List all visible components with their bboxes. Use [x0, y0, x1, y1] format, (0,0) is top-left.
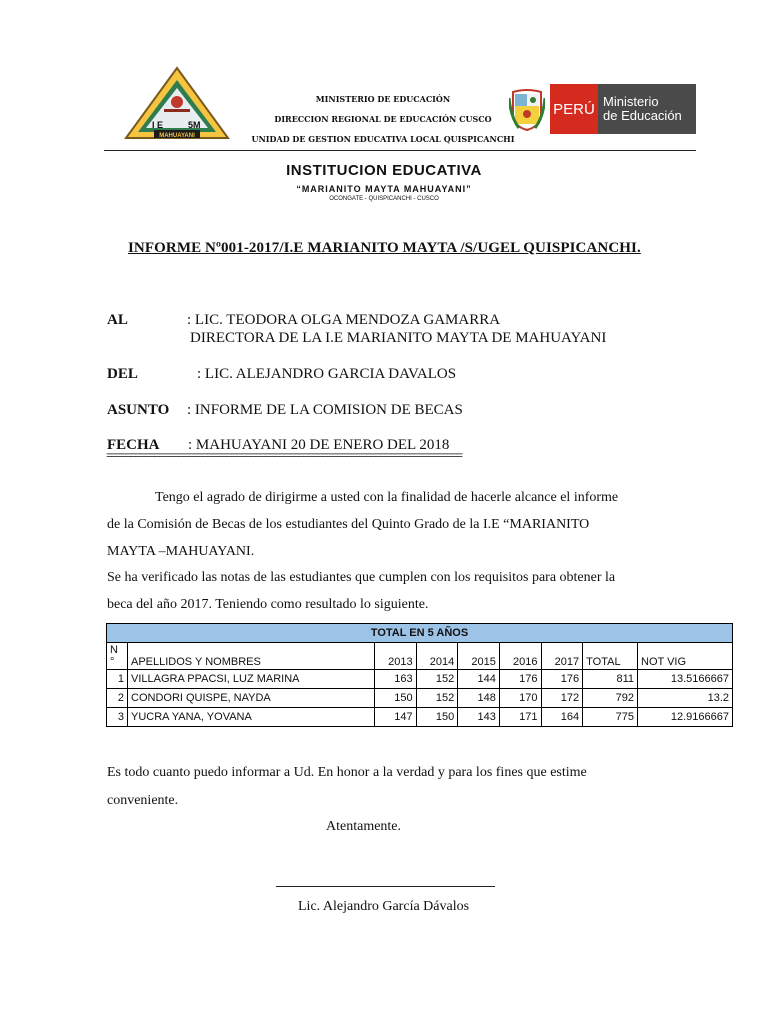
row-2016: 171	[499, 708, 541, 727]
ministry-line: MINISTERIO DE EDUCACIÓN	[315, 94, 451, 104]
del-label: DEL	[107, 366, 138, 382]
header-total: TOTAL	[583, 643, 638, 670]
header-2015: 2015	[458, 643, 500, 670]
body-line-5: beca del año 2017. Teniendo como resultado lo siguiente.	[107, 597, 429, 612]
direction-line: DIRECCION REGIONAL DE EDUCACIÓN CUSCO	[274, 114, 492, 124]
row-total: 811	[583, 670, 638, 689]
closing-line-2: conveniente.	[107, 793, 179, 808]
row-number: 2	[107, 689, 128, 708]
row-2014: 152	[416, 670, 458, 689]
row-2017: 176	[541, 670, 583, 689]
row-2017: 164	[541, 708, 583, 727]
al-value-2: DIRECTORA DE LA I.E MARIANITO MAYTA DE MAHUAYANI	[190, 330, 607, 346]
header-name: APELLIDOS Y NOMBRES	[128, 643, 375, 670]
regards-text: Atentamente.	[326, 819, 402, 834]
logo-text-left: I E	[152, 120, 164, 130]
header-2013: 2013	[375, 643, 417, 670]
brand-ministry	[598, 84, 696, 134]
school-logo	[124, 66, 230, 140]
row-2015: 143	[458, 708, 500, 727]
table-row	[107, 689, 733, 708]
asunto-label: ASUNTO	[107, 402, 170, 418]
row-number: 3	[107, 708, 128, 727]
signature-line	[276, 886, 495, 887]
body-line-3: MAYTA –MAHUAYANI.	[107, 544, 255, 559]
ugel-line: UNIDAD DE GESTION EDUCATIVA LOCAL QUISPICANCHI	[251, 134, 515, 144]
row-2014: 152	[416, 689, 458, 708]
header-2014: 2014	[416, 643, 458, 670]
header-divider	[104, 150, 696, 151]
table-caption: TOTAL EN 5 AÑOS	[107, 624, 733, 643]
asunto-value: : INFORME DE LA COMISION DE BECAS	[187, 402, 463, 418]
fecha-value: : MAHUAYANI 20 DE ENERO DEL 2018	[188, 437, 450, 453]
row-notvig: 13.2	[638, 689, 733, 708]
table-caption-row	[107, 624, 733, 643]
peru-shield-icon	[509, 88, 545, 132]
fecha-label: FECHA	[107, 437, 160, 453]
signature-name: Lic. Alejandro García Dávalos	[298, 899, 470, 914]
body-line-1: Tengo el agrado de dirigirme a usted con la finalidad de hacerle alcance el informe	[155, 490, 619, 505]
row-2014: 150	[416, 708, 458, 727]
row-2013: 147	[375, 708, 417, 727]
row-name: YUCRA YANA, YOVANA	[128, 708, 375, 727]
row-2013: 163	[375, 670, 417, 689]
body-line-4: Se ha verificado las notas de las estudiantes que cumplen con los requisitos para obtener la	[107, 570, 616, 585]
row-notvig: 13.5166667	[638, 670, 733, 689]
table-row	[107, 708, 733, 727]
brand-country: PERÚ	[550, 84, 598, 134]
row-2016: 176	[499, 670, 541, 689]
del-value: : LIC. ALEJANDRO GARCIA DAVALOS	[197, 366, 457, 382]
table-header-row	[107, 643, 733, 670]
institution-name: “MARIANITO MAYTA MAHUAYANI”	[296, 184, 472, 194]
brand-line-2: de Educación	[603, 108, 682, 123]
al-value-1: : LIC. TEODORA OLGA MENDOZA GAMARRA	[187, 312, 501, 328]
header-text-block	[250, 89, 516, 149]
institution-title: INSTITUCION EDUCATIVA	[286, 162, 482, 179]
row-2013: 150	[375, 689, 417, 708]
al-label: AL	[107, 312, 128, 328]
header-degree: °	[110, 656, 115, 668]
row-name: CONDORI QUISPE, NAYDA	[128, 689, 375, 708]
report-title: INFORME Nº001-2017/I.E MARIANITO MAYTA /S/UGEL QUISPICANCHI.	[128, 240, 641, 256]
row-number: 1	[107, 670, 128, 689]
header-n: N	[110, 644, 118, 656]
brand-line-1: Ministerio	[603, 94, 659, 109]
header-notvig: NOT VIG	[638, 643, 733, 670]
header-2016: 2016	[499, 643, 541, 670]
table-row	[107, 670, 733, 689]
logo-text-right: 5M	[188, 120, 201, 130]
logo-text-bottom: MAHUAYANI	[159, 133, 195, 139]
header-2017: 2017	[541, 643, 583, 670]
header-number	[107, 643, 128, 670]
row-2015: 144	[458, 670, 500, 689]
row-2017: 172	[541, 689, 583, 708]
row-name: VILLAGRA PPACSI, LUZ MARINA	[128, 670, 375, 689]
separator-line: ==========================================================================	[106, 452, 462, 462]
institution-place: OCONGATE - QUISPICANCHI - CUSCO	[329, 196, 439, 202]
ministry-brand-logo	[550, 84, 696, 134]
closing-line-1: Es todo cuanto puedo informar a Ud. En honor a la verdad y para los fines que estime	[107, 765, 587, 780]
row-total: 792	[583, 689, 638, 708]
row-2015: 148	[458, 689, 500, 708]
row-notvig: 12.9166667	[638, 708, 733, 727]
row-2016: 170	[499, 689, 541, 708]
grades-table	[106, 623, 733, 727]
body-line-2: de la Comisión de Becas de los estudiantes del Quinto Grado de la I.E “MARIANITO	[107, 517, 590, 532]
row-total: 775	[583, 708, 638, 727]
